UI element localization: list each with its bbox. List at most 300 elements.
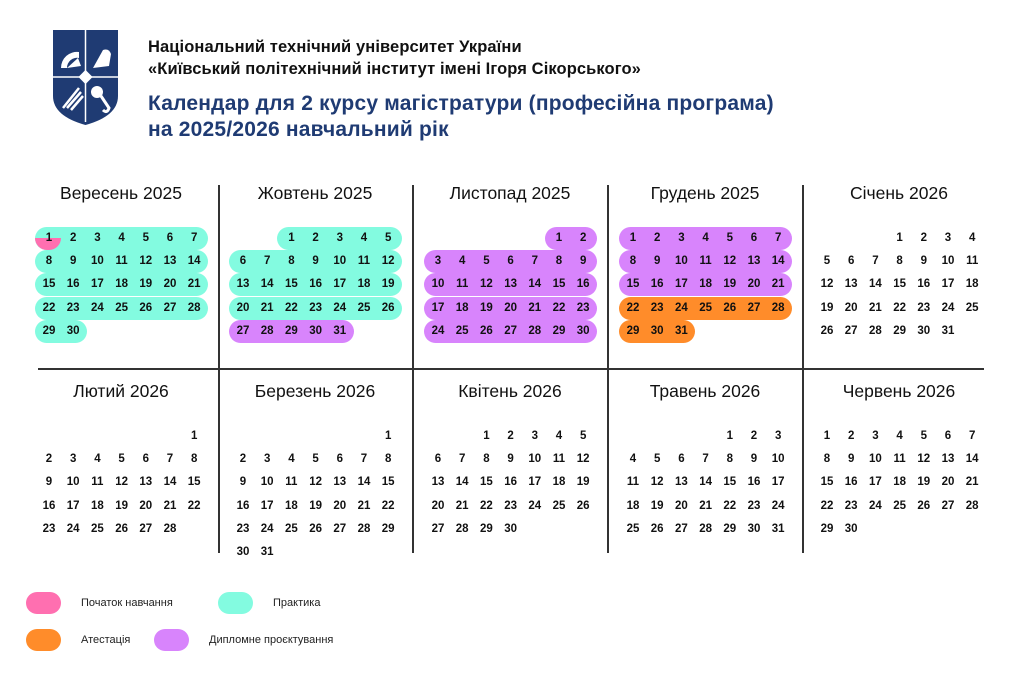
calendar-day: 10: [771, 453, 785, 466]
calendar-day: 23: [747, 499, 761, 512]
calendar-day: 14: [965, 453, 979, 466]
calendar-day: 31: [260, 546, 274, 558]
calendar-day: 20: [674, 499, 688, 512]
calendar-day: 15: [187, 476, 201, 489]
calendar-day: 16: [504, 476, 517, 489]
calendar-day: 28: [699, 522, 712, 535]
calendar-day: 27: [333, 522, 347, 535]
calendar-day: 16: [747, 476, 761, 489]
calendar-day: 18: [552, 476, 566, 489]
calendar-day: 30: [747, 522, 761, 535]
calendar-day: 30: [844, 522, 858, 535]
calendar-day: 9: [312, 255, 319, 268]
calendar-day: 15: [820, 476, 834, 489]
calendar-day: 4: [118, 232, 125, 244]
legend-swatch: [26, 592, 61, 614]
calendar-day: 6: [239, 255, 247, 268]
legend-label: Атестація: [81, 634, 131, 646]
calendar-day: 8: [384, 453, 392, 466]
calendar-day: 28: [187, 301, 201, 314]
calendar-day: 9: [847, 453, 855, 466]
legend-swatch: [218, 592, 253, 614]
calendar-day: 14: [357, 476, 371, 489]
calendar-day: 5: [726, 232, 733, 244]
calendar-day: 21: [260, 301, 274, 314]
calendar-day: 3: [872, 430, 879, 442]
calendar-day: 19: [115, 499, 128, 512]
calendar-day: 18: [115, 278, 128, 291]
calendar-day: 28: [528, 324, 542, 337]
calendar-day: 30: [576, 324, 590, 337]
organization-name-line2: «Київський політехнічний інститут імені Ігоря Сікорського»: [148, 60, 641, 78]
calendar-day: 3: [774, 430, 782, 442]
calendar-day: 10: [674, 255, 688, 268]
calendar-day: 19: [139, 278, 153, 291]
calendar-day: 19: [309, 499, 322, 512]
calendar-day: 30: [236, 546, 250, 558]
calendar-day: 28: [965, 499, 979, 512]
calendar-day: 1: [483, 430, 490, 442]
calendar-day: 6: [166, 232, 174, 244]
calendar-day: 6: [678, 453, 685, 466]
calendar-day: 22: [284, 301, 298, 314]
grid-divider: [38, 368, 984, 370]
calendar-day: 25: [965, 301, 979, 314]
calendar-day: 4: [458, 255, 466, 268]
calendar-day: 2: [653, 232, 661, 244]
calendar-day: 8: [555, 255, 563, 268]
calendar-day: 15: [381, 476, 395, 489]
calendar-day: 26: [917, 499, 931, 512]
calendar-day: 5: [653, 453, 661, 466]
calendar-day: 27: [139, 522, 153, 535]
calendar-day: 22: [552, 301, 566, 314]
calendar-day: 17: [528, 476, 542, 489]
calendar-day: 27: [236, 324, 250, 337]
calendar-day: 2: [579, 232, 587, 244]
calendar-day: 21: [771, 278, 785, 291]
calendar-day: 24: [66, 522, 80, 535]
calendar-day: 28: [771, 301, 785, 314]
calendar-day: 11: [626, 476, 640, 489]
calendar-day: 13: [236, 278, 250, 291]
calendar-day: 2: [69, 232, 77, 244]
calendar-day: 1: [384, 430, 392, 442]
calendar-day: 23: [576, 301, 590, 314]
calendar-day: 22: [723, 499, 737, 512]
organization-name-line1: Національний технічний університет України: [148, 38, 522, 56]
calendar-day: 23: [236, 522, 250, 535]
calendar-day: 19: [381, 278, 395, 291]
calendar-day: 3: [678, 232, 685, 244]
calendar-day: 31: [771, 522, 785, 535]
calendar-day: 20: [163, 278, 177, 291]
legend-label: Практика: [273, 597, 321, 609]
calendar-day: 7: [263, 255, 271, 268]
calendar-day: 22: [893, 301, 906, 314]
calendar-day: 24: [528, 499, 542, 512]
calendar-day: 4: [288, 453, 295, 466]
calendar-day: 25: [699, 301, 712, 314]
calendar-day: 7: [458, 453, 466, 466]
calendar-day: 9: [579, 255, 587, 268]
calendar-day: 25: [552, 499, 566, 512]
calendar-day: 16: [650, 278, 664, 291]
month-title: Червень 2026: [842, 381, 956, 401]
calendar-day: 12: [139, 255, 153, 268]
calendar-day: 22: [381, 499, 395, 512]
calendar-day: 23: [309, 301, 322, 314]
calendar-day: 3: [434, 255, 442, 268]
calendar-day: 26: [115, 522, 128, 535]
calendar-day: 15: [479, 476, 493, 489]
calendar-day: 8: [190, 453, 198, 466]
calendar-day: 1: [45, 232, 53, 244]
calendar-day: 13: [747, 255, 761, 268]
calendar-day: 23: [844, 499, 858, 512]
calendar-day: 26: [820, 324, 834, 337]
calendar-day: 25: [115, 301, 128, 314]
calendar-day: 4: [968, 232, 976, 244]
calendar-day: 9: [750, 453, 758, 466]
calendar-day: 26: [381, 301, 395, 314]
calendar-day: 10: [260, 476, 274, 489]
calendar-day: 9: [69, 255, 77, 268]
calendar-day: 14: [771, 255, 785, 268]
calendar-day: 16: [309, 278, 322, 291]
calendar-day: 5: [142, 232, 149, 244]
calendar-day: 30: [309, 324, 322, 337]
calendar-day: 18: [284, 499, 298, 512]
calendar-day: 12: [820, 278, 834, 291]
calendar-day: 20: [139, 499, 153, 512]
calendar-day: 18: [455, 301, 469, 314]
calendar-day: 9: [653, 255, 661, 268]
calendar-day: 26: [650, 522, 664, 535]
calendar-day: 12: [381, 255, 395, 268]
calendar-day: 7: [166, 453, 174, 466]
calendar-day: 14: [163, 476, 177, 489]
calendar-day: 11: [552, 453, 566, 466]
calendar-day: 23: [42, 522, 56, 535]
calendar-day: 24: [333, 301, 347, 314]
calendar-day: 5: [118, 453, 125, 466]
calendar-day: 29: [552, 324, 566, 337]
calendar-day: 22: [42, 301, 56, 314]
calendar-day: 4: [702, 232, 709, 244]
calendar-day: 25: [626, 522, 640, 535]
calendar-day: 21: [868, 301, 882, 314]
calendar-day: 6: [847, 255, 855, 268]
calendar-day: 20: [844, 301, 858, 314]
calendar-day: 17: [333, 278, 347, 291]
calendar-day: 9: [45, 476, 53, 489]
calendar-day: 23: [650, 301, 664, 314]
calendar-day: 16: [844, 476, 858, 489]
calendar-day: 31: [674, 324, 688, 337]
legend-item-start: [26, 592, 173, 614]
calendar-day: 21: [357, 499, 371, 512]
month-title: Травень 2026: [649, 381, 761, 401]
calendar-day: 18: [357, 278, 371, 291]
calendar-day: 29: [626, 324, 640, 337]
calendar-day: 26: [139, 301, 153, 314]
calendar-day: 1: [823, 430, 831, 442]
calendar-day: 27: [431, 522, 445, 535]
calendar-day: 2: [920, 232, 927, 244]
calendar-day: 11: [91, 476, 104, 489]
calendar-day: 3: [263, 453, 271, 466]
month-title: Березень 2026: [254, 381, 376, 401]
calendar-day: 30: [650, 324, 664, 337]
calendar-day: 5: [920, 430, 927, 442]
calendar-day: 7: [360, 453, 368, 466]
calendar-day: 11: [357, 255, 371, 268]
page-title-line2: на 2025/2026 навчальний рік: [148, 118, 449, 141]
calendar-day: 26: [576, 499, 590, 512]
calendar-day: 25: [893, 499, 906, 512]
calendar-day: 4: [896, 430, 903, 442]
legend-item-diploma: [154, 629, 333, 651]
calendar-day: 20: [431, 499, 445, 512]
calendar-day: 20: [504, 301, 517, 314]
calendar-day: 27: [844, 324, 858, 337]
calendar-day: 27: [941, 499, 955, 512]
calendar-day: 30: [504, 522, 517, 535]
calendar-day: 5: [579, 430, 587, 442]
calendar-day: 8: [288, 255, 295, 268]
calendar-day: 14: [455, 476, 469, 489]
calendar-day: 22: [187, 499, 201, 512]
calendar-day: 30: [917, 324, 931, 337]
calendar-day: 8: [896, 255, 903, 268]
calendar-day: 22: [820, 499, 834, 512]
calendar-day: 1: [629, 232, 637, 244]
calendar-day: 29: [893, 324, 906, 337]
calendar-day: 26: [309, 522, 322, 535]
calendar-day: 13: [941, 453, 955, 466]
calendar-day: 25: [90, 522, 104, 535]
calendar-day: 10: [431, 278, 445, 291]
calendar-day: 25: [455, 324, 469, 337]
legend-label: Початок навчання: [81, 597, 173, 609]
calendar-day: 16: [576, 278, 590, 291]
calendar-day: 26: [479, 324, 493, 337]
calendar-day: 11: [456, 278, 469, 291]
calendar-day: 11: [699, 255, 712, 268]
calendar-day: 16: [42, 499, 56, 512]
calendar-day: 10: [333, 255, 347, 268]
calendar-day: 29: [479, 522, 493, 535]
month-title: Листопад 2025: [449, 183, 571, 203]
calendar-day: 23: [66, 301, 80, 314]
calendar-day: 21: [528, 301, 542, 314]
calendar-day: 13: [431, 476, 445, 489]
calendar-day: 12: [917, 453, 931, 466]
calendar-day: 19: [650, 499, 664, 512]
calendar-day: 17: [941, 278, 955, 291]
calendar-day: 1: [190, 430, 198, 442]
calendar-day: 13: [504, 278, 517, 291]
calendar-day: 2: [239, 453, 247, 466]
calendar-day: 5: [312, 453, 319, 466]
calendar-day: 17: [66, 499, 80, 512]
calendar-day: 8: [45, 255, 53, 268]
calendar-day: 9: [507, 453, 514, 466]
calendar-day: 15: [42, 278, 56, 291]
calendar-day: 18: [965, 278, 979, 291]
calendar-day: 18: [699, 278, 712, 291]
calendar-day: 2: [312, 232, 319, 244]
calendar-day: 4: [360, 232, 368, 244]
calendar-day: 19: [723, 278, 737, 291]
calendar-day: 18: [90, 499, 104, 512]
calendar-day: 14: [699, 476, 712, 489]
calendar-day: 28: [357, 522, 371, 535]
calendar-day: 13: [844, 278, 858, 291]
calendar-day: 19: [479, 301, 493, 314]
calendar-day: 2: [847, 430, 855, 442]
calendar-day: 8: [726, 453, 733, 466]
calendar-day: 6: [434, 453, 442, 466]
calendar-day: 16: [917, 278, 931, 291]
calendar-day: 7: [531, 255, 538, 268]
calendar-day: 6: [750, 232, 758, 244]
calendar-day: 15: [723, 476, 737, 489]
calendar-day: 21: [163, 499, 177, 512]
legend-swatch: [26, 629, 61, 651]
calendar-day: 31: [941, 324, 955, 337]
calendar-day: 1: [555, 232, 563, 244]
calendar-day: 15: [893, 278, 906, 291]
calendar-day: 12: [723, 255, 737, 268]
calendar-day: 2: [750, 430, 758, 442]
calendar-day: 1: [288, 232, 295, 244]
calendar-day: 19: [576, 476, 590, 489]
month-title: Січень 2026: [850, 183, 948, 203]
calendar-day: 17: [431, 301, 445, 314]
calendar-day: 9: [239, 476, 247, 489]
calendar-day: 6: [142, 453, 149, 466]
calendar-day: 7: [774, 232, 782, 244]
calendar-day: 22: [626, 301, 640, 314]
calendar-day: 7: [702, 453, 709, 466]
legend-label: Дипломне проєктування: [209, 634, 334, 646]
month-title: Грудень 2025: [650, 183, 760, 203]
calendar-day: 29: [820, 522, 834, 535]
calendar-day: 11: [893, 453, 906, 466]
calendar-day: 19: [917, 476, 931, 489]
calendar-day: 6: [507, 255, 514, 268]
calendar-day: 3: [69, 453, 77, 466]
calendar-day: 21: [699, 499, 712, 512]
calendar-day: 24: [260, 522, 274, 535]
calendar-day: 29: [723, 522, 737, 535]
calendar-day: 17: [868, 476, 882, 489]
calendar-day: 15: [284, 278, 298, 291]
calendar-day: 28: [868, 324, 882, 337]
calendar-day: 21: [965, 476, 979, 489]
university-logo: [51, 28, 120, 126]
calendar-day: 25: [284, 522, 298, 535]
calendar-day: 15: [552, 278, 566, 291]
calendar-day: 10: [868, 453, 882, 466]
calendar-day: 13: [163, 255, 177, 268]
calendar-day: 11: [966, 255, 979, 268]
calendar-day: 28: [163, 522, 177, 535]
legend-swatch: [154, 629, 189, 651]
calendar-day: 10: [528, 453, 542, 466]
calendar-day: 27: [674, 522, 688, 535]
calendar-day: 24: [941, 301, 955, 314]
calendar-day: 10: [66, 476, 80, 489]
calendar-day: 21: [455, 499, 469, 512]
calendar-day: 24: [674, 301, 688, 314]
calendar-day: 8: [823, 453, 831, 466]
calendar-day: 11: [115, 255, 128, 268]
calendar-day: 13: [139, 476, 153, 489]
month-title: Жовтень 2025: [257, 183, 373, 203]
calendar-day: 29: [381, 522, 395, 535]
calendar-day: 20: [333, 499, 347, 512]
calendar-day: 12: [650, 476, 664, 489]
calendar-day: 9: [920, 255, 927, 268]
calendar-day: 7: [968, 430, 976, 442]
calendar-day: 28: [455, 522, 469, 535]
calendar-day: 27: [504, 324, 517, 337]
calendar-day: 2: [507, 430, 514, 442]
calendar-day: 6: [336, 453, 343, 466]
legend-item-attestation: [26, 629, 130, 651]
calendar-day: 18: [626, 499, 640, 512]
calendar-day: 20: [747, 278, 761, 291]
calendar-day: 8: [483, 453, 490, 466]
calendar-day: 12: [115, 476, 128, 489]
calendar-day: 14: [187, 255, 201, 268]
calendar-day: 25: [357, 301, 371, 314]
calendar-day: 26: [723, 301, 737, 314]
calendar-day: 4: [555, 430, 563, 442]
calendar-day: 17: [674, 278, 688, 291]
calendar-day: 20: [941, 476, 955, 489]
calendar-day: 23: [504, 499, 517, 512]
calendar-day: 12: [479, 278, 493, 291]
calendar-day: 12: [309, 476, 322, 489]
calendar-day: 7: [872, 255, 879, 268]
calendar-day: 4: [629, 453, 637, 466]
calendar-day: 13: [674, 476, 688, 489]
calendar-day: 17: [90, 278, 104, 291]
calendar-day: 27: [747, 301, 761, 314]
calendar-day: 24: [868, 499, 882, 512]
calendar-day: 27: [163, 301, 177, 314]
calendar-day: 15: [626, 278, 640, 291]
month-title: Квітень 2026: [458, 381, 562, 401]
calendar-day: 19: [820, 301, 834, 314]
calendar-day: 29: [42, 324, 56, 337]
calendar-day: 1: [726, 430, 733, 442]
calendar-day: 14: [260, 278, 274, 291]
calendar-day: 8: [629, 255, 637, 268]
calendar-day: 14: [868, 278, 882, 291]
calendar-day: 12: [576, 453, 590, 466]
calendar-day: 16: [66, 278, 80, 291]
calendar-day: 5: [823, 255, 831, 268]
calendar-day: 1: [896, 232, 903, 244]
calendar-day: 24: [90, 301, 104, 314]
calendar-day: 10: [90, 255, 104, 268]
calendar-day: 10: [941, 255, 955, 268]
